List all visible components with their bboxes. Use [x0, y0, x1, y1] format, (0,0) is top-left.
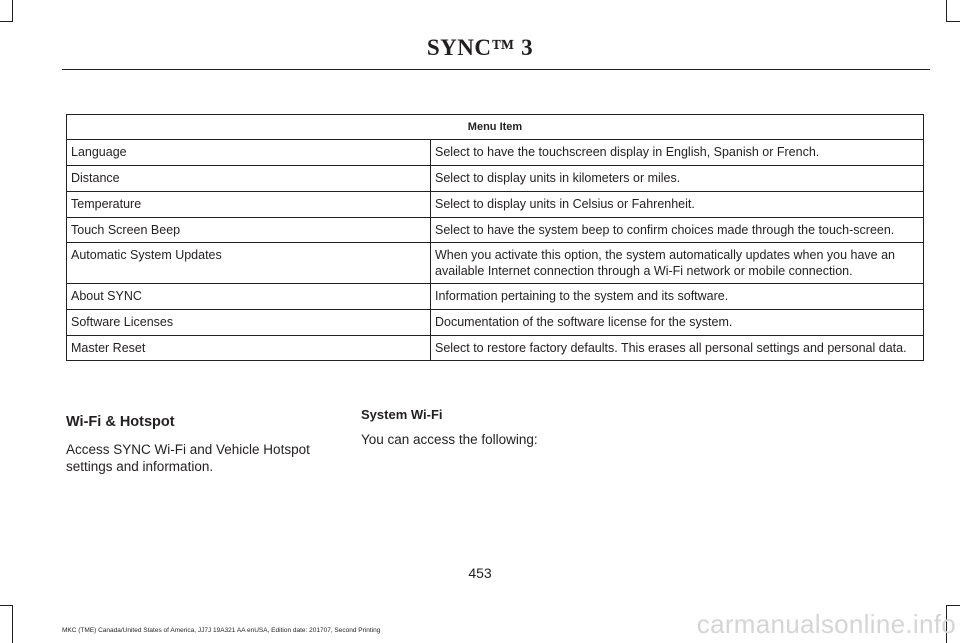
menu-item-table	[66, 114, 924, 361]
menu-item-name: Temperature	[67, 192, 431, 218]
section-heading: Wi-Fi & Hotspot	[66, 414, 175, 430]
menu-item-description: When you activate this option, the system automatically updates when you have an available Internet connection through a Wi-Fi network or mobile connection.	[431, 243, 924, 284]
menu-item-description: Select to restore factory defaults. This erases all personal settings and personal data.	[431, 336, 924, 361]
header-divider	[62, 69, 930, 70]
table-row	[67, 218, 924, 243]
crop-mark-top-left-h	[0, 21, 13, 22]
menu-item-description: Select to display units in kilometers or miles.	[431, 166, 924, 192]
table-row	[67, 284, 924, 310]
watermark: carmanualsonline.info	[696, 609, 956, 639]
menu-item-name: About SYNC	[67, 284, 431, 310]
page-title: SYNC™ 3	[426, 35, 534, 60]
crop-mark-top-left-v	[12, 0, 13, 22]
menu-item-description: Select to display units in Celsius or Fahrenheit.	[431, 192, 924, 218]
menu-item-name: Language	[67, 140, 431, 166]
crop-mark-top-right-v	[946, 0, 947, 22]
crop-mark-bottom-left-v	[12, 605, 13, 643]
subsection-heading: System Wi-Fi	[361, 407, 443, 422]
crop-mark-top-right-h	[946, 21, 960, 22]
menu-item-name: Distance	[67, 166, 431, 192]
edition-footer: MKC (TME) Canada/United States of America, JJ7J 19A321 AA enUSA, Edition date: 201707, Second Printing	[62, 627, 381, 634]
menu-item-description: Documentation of the software license for the system.	[431, 310, 924, 336]
table-row	[67, 336, 924, 361]
menu-item-description: Information pertaining to the system and its software.	[431, 284, 924, 310]
crop-mark-bottom-right-h	[946, 605, 960, 606]
menu-item-name: Touch Screen Beep	[67, 218, 431, 243]
menu-item-description: Select to have the system beep to confirm choices made through the touch-screen.	[431, 218, 924, 243]
table-row	[67, 140, 924, 166]
table-row	[67, 310, 924, 336]
table-row	[67, 166, 924, 192]
table-header: Menu Item	[67, 115, 924, 140]
section-text: Access SYNC Wi-Fi and Vehicle Hotspot settings and information.	[66, 442, 310, 474]
table-header-row	[67, 115, 924, 140]
subsection-text: You can access the following:	[361, 432, 538, 447]
page-number: 453	[468, 565, 492, 581]
table-row	[67, 192, 924, 218]
crop-mark-bottom-left-h	[0, 605, 13, 606]
menu-item-description: Select to have the touchscreen display in English, Spanish or French.	[431, 140, 924, 166]
menu-item-name: Master Reset	[67, 336, 431, 361]
menu-item-name: Software Licenses	[67, 310, 431, 336]
table-row	[67, 243, 924, 284]
menu-item-name: Automatic System Updates	[67, 243, 431, 284]
